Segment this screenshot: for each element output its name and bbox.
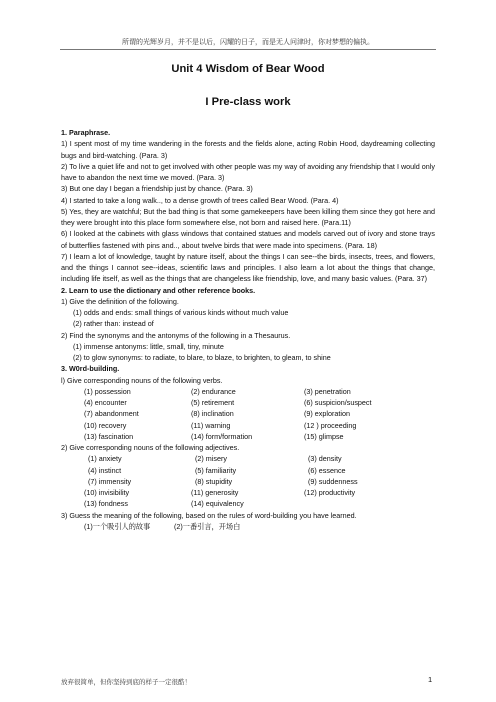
paraphrase-item: 4) I started to take a long walk.., to a dense growth of trees called Bear Wood. (Para. 4) xyxy=(61,195,339,205)
word-row xyxy=(61,397,435,408)
answer-item: (2) rather than: instead of xyxy=(73,319,154,329)
word-row xyxy=(61,487,435,498)
header-quote: 所谓的光辉岁月，并不是以后，闪耀的日子，而是无人问津时，你对梦想的偏执。 xyxy=(122,38,374,46)
word-cell: (2)一番引言，开场白 xyxy=(174,521,241,531)
paraphrase-item: 1) I spent most of my time wandering in the forests and the fields alone, acting Robin Hood, daydreaming collecting bugs and bird-watching. (Para. 3) xyxy=(61,139,435,160)
question: 2) Find the synonyms and the antonyms of the following in a Thesaurus. xyxy=(61,330,291,340)
word-row xyxy=(61,408,435,419)
section-heading: 3. W0rd-building. xyxy=(61,364,120,374)
word-cell: (1) possession xyxy=(84,386,131,396)
word-row xyxy=(61,453,435,464)
paraphrase-item: 3) But one day I began a friendship just by chance. (Para. 3) xyxy=(61,184,253,194)
word-cell: (8) stupidity xyxy=(195,476,233,486)
word-row xyxy=(61,431,435,442)
word-cell: (11) warning xyxy=(191,420,231,430)
word-cell: (2) misery xyxy=(195,454,227,464)
paraphrase-item: 5) Yes, they are watchful; But the bad thing is that some gamekeepers have been killing them since they got here and they were brought into this place form somewhere else, not born and raised here. (Para.11) xyxy=(61,206,435,227)
word-row xyxy=(61,386,435,397)
word-cell: (14) equivalency xyxy=(191,499,244,509)
word-row xyxy=(61,420,435,431)
page-number: 1 xyxy=(428,675,433,684)
paraphrase-item: 6) I looked at the cabinets with glass windows that contained statues and models carved out of ivory and stone trays of butterflies fastened with pins and.., about twelve birds that were made into specimens. (Para. 18) xyxy=(61,229,435,250)
word-cell: (9) exploration xyxy=(304,409,350,419)
footer-quote: 放弃很简单，但你坚持到底的样子一定很酷！ xyxy=(61,678,191,686)
answer-item: (2) to glow synonyms: to radiate, to blare, to blaze, to brighten, to gleam, to shine xyxy=(73,353,331,362)
word-cell: (1) anxiety xyxy=(88,454,122,464)
word-cell: (6) essence xyxy=(308,465,346,475)
word-cell: (5) familiarity xyxy=(195,465,237,475)
question: 2) Give corresponding nouns of the following adjectives. xyxy=(61,443,240,452)
doc-subtitle: I Pre-class work xyxy=(205,96,291,108)
word-cell: (3) penetration xyxy=(304,386,351,396)
header-rule xyxy=(60,49,436,50)
word-row xyxy=(61,465,435,476)
word-row xyxy=(61,476,435,487)
word-cell: (10) invisibility xyxy=(84,488,130,497)
word-cell: (12) productivity xyxy=(304,488,356,497)
word-cell: (12 ) proceeding xyxy=(304,420,357,430)
question: 1) Give the definition of the following. xyxy=(61,296,179,306)
section-heading: 2. Learn to use the dictionary and other reference books. xyxy=(61,285,256,295)
word-cell: (4) encounter xyxy=(84,398,127,407)
word-cell: (15) glimpse xyxy=(304,431,344,441)
word-cell: (10) recovery xyxy=(84,420,127,430)
word-cell: (13) fascination xyxy=(84,431,134,441)
question: 3) Guess the meaning of the following, based on the rules of word-building you have learned. xyxy=(61,510,357,520)
word-cell: (13) fondness xyxy=(84,499,128,509)
answer-item: (1) odds and ends: small things of various kinds without much value xyxy=(73,308,289,317)
word-row xyxy=(61,521,435,532)
paraphrase-item: 2) To live a quiet life and not to get involved with other people was my way of avoiding any friendship that I would only have to abandon the next time we moved. (Para. 3) xyxy=(61,161,435,182)
word-cell: (14) form/formation xyxy=(191,431,253,441)
word-cell: (8) inclination xyxy=(191,409,234,419)
section-heading: 1. Paraphrase. xyxy=(61,128,111,137)
word-cell: (3) density xyxy=(308,454,342,464)
answer-item: (1) immense antonyms: little, small, tiny, minute xyxy=(73,341,224,351)
document-body xyxy=(61,127,435,532)
word-cell: (9) suddenness xyxy=(308,476,358,486)
word-cell: (1)一个吸引人的故事 xyxy=(84,521,151,531)
word-cell: (4) instinct xyxy=(88,465,122,475)
word-cell: (11) generosity xyxy=(191,488,239,497)
doc-title: Unit 4 Wisdom of Bear Wood xyxy=(171,63,325,75)
word-row xyxy=(61,498,435,509)
word-cell: (7) immensity xyxy=(88,476,132,486)
word-cell: (7) abandonment xyxy=(84,409,139,419)
word-cell: (5) retirement xyxy=(191,398,235,407)
question: l) Give corresponding nouns of the following verbs. xyxy=(61,375,223,385)
paraphrase-item: 7) I learn a lot of knowledge, taught by nature itself, about the things I can see--the birds, insects, trees, and flowers, and the things I cannot see--ideas, scientific laws and principles. I also learn a lot about the things that change, including life itself, as well as the things that are changeless like friendship, love, and many basic values. (Para. 37) xyxy=(61,251,435,284)
word-cell: (2) endurance xyxy=(191,386,236,396)
word-cell: (6) suspicion/suspect xyxy=(304,398,372,407)
